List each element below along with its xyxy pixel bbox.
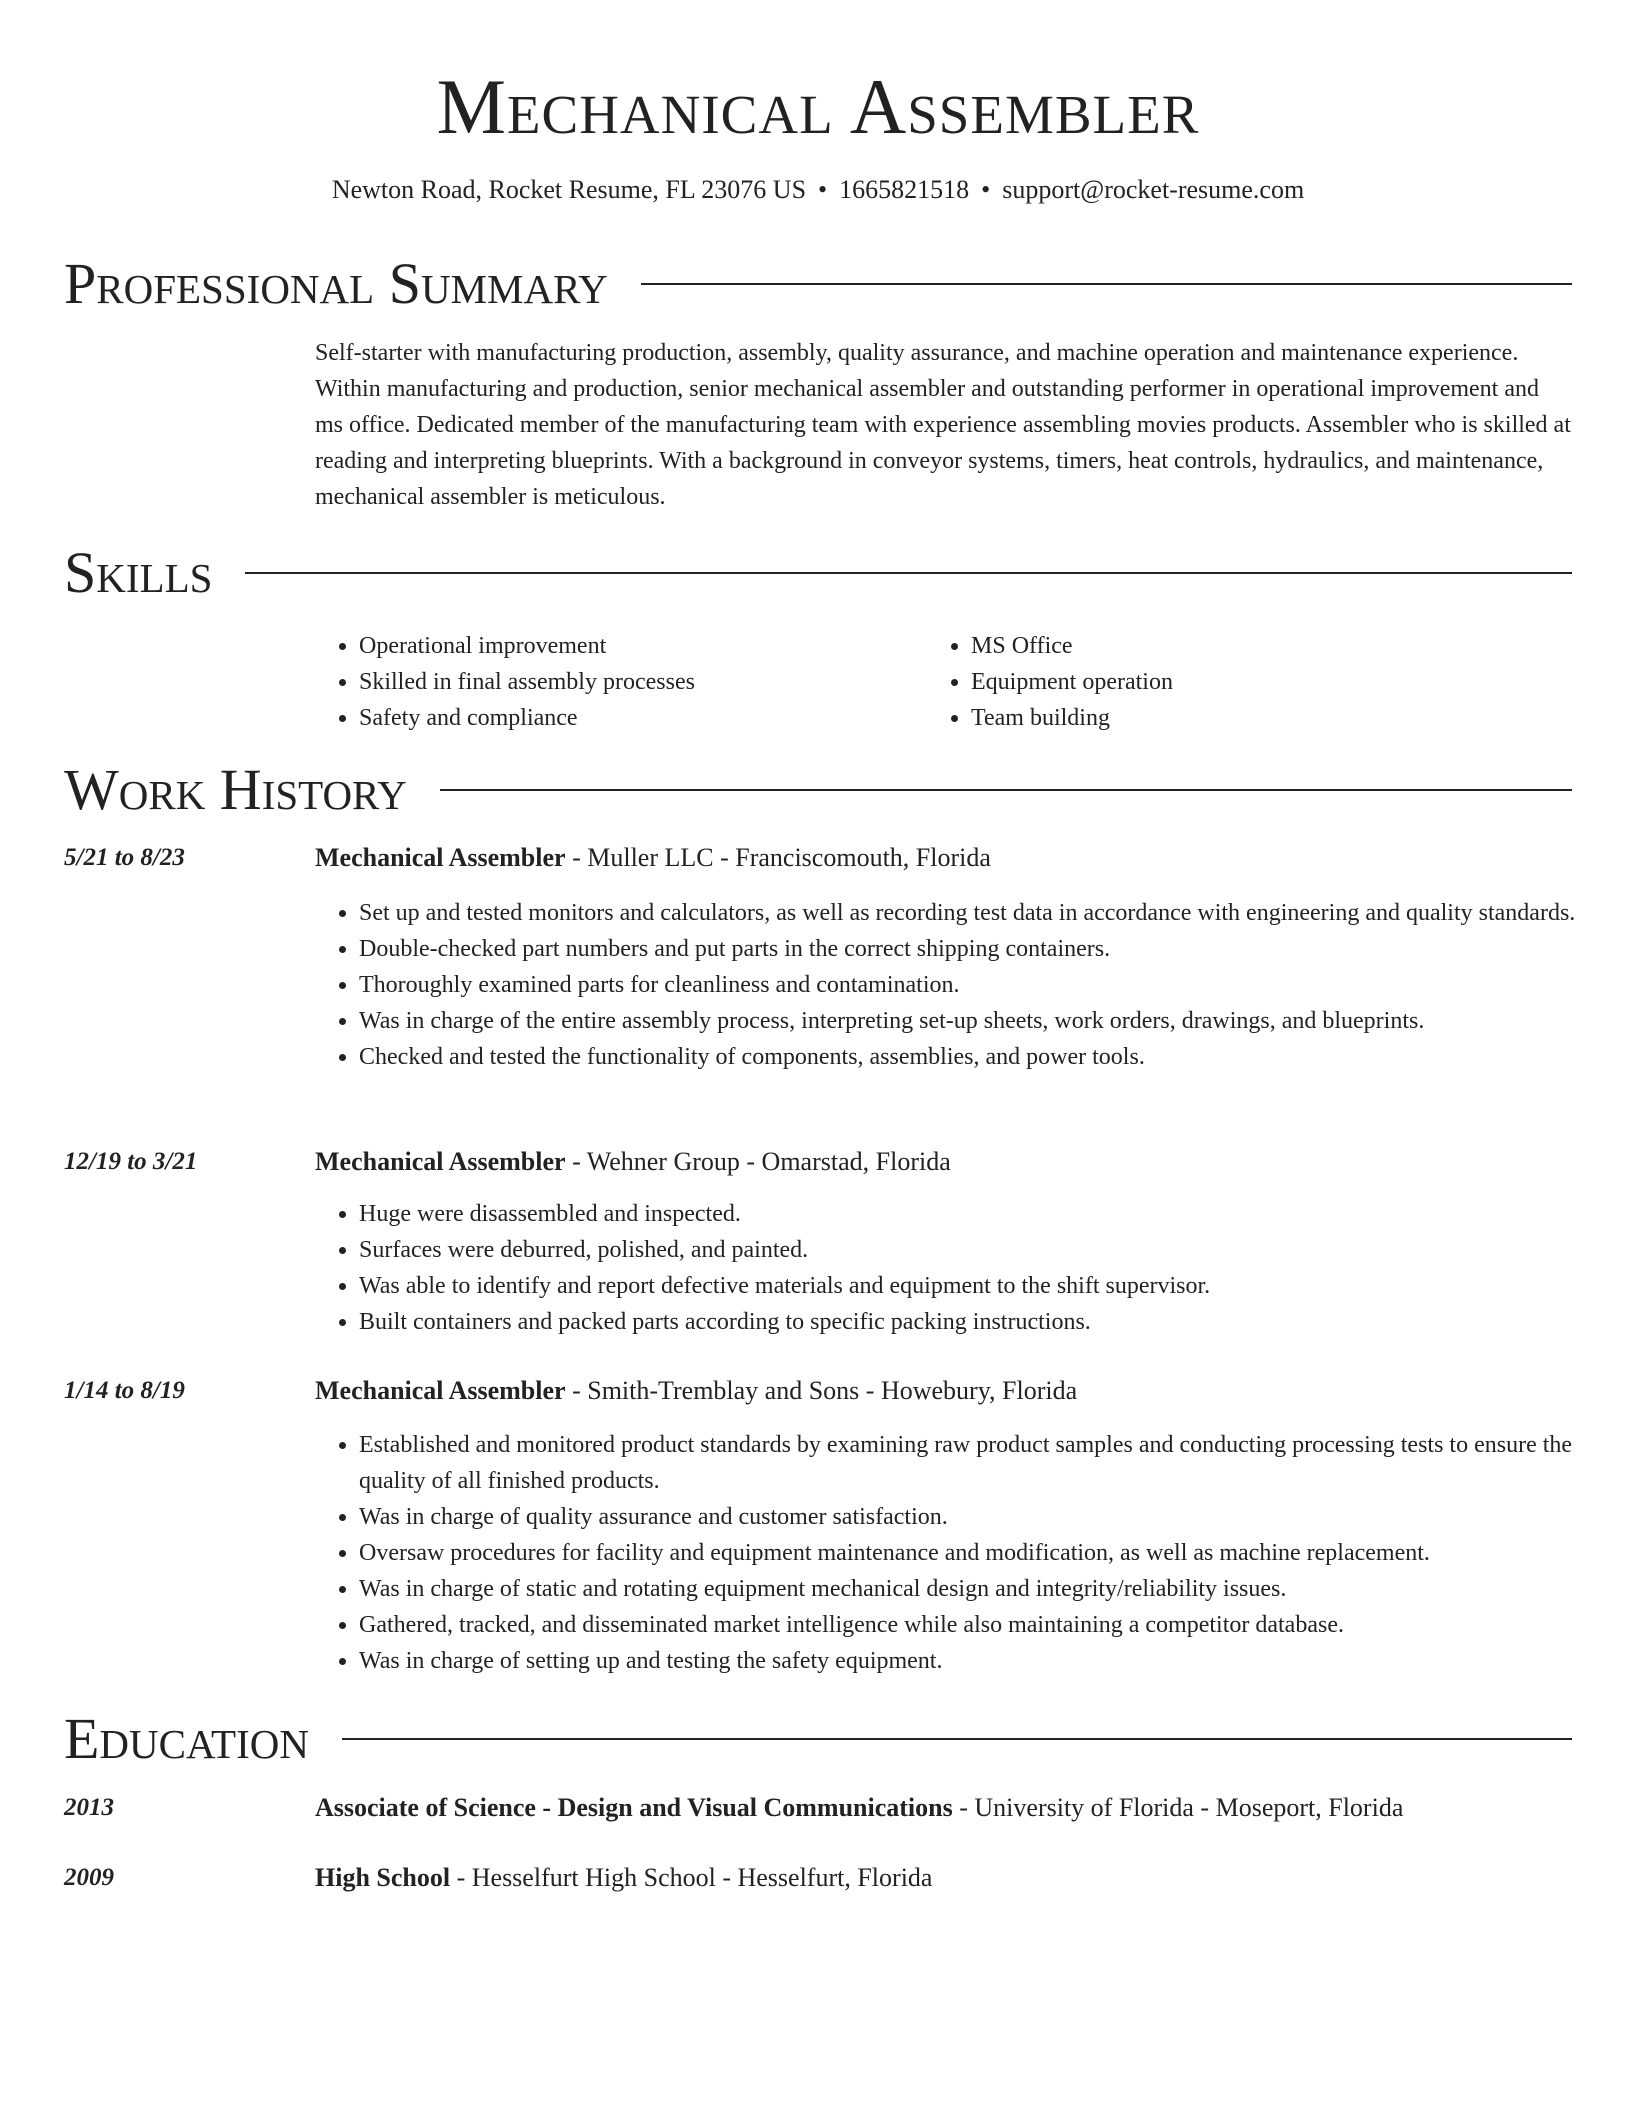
job-bullet: • Was able to identify and report defective materials and equipment to the shift supervisor. (359, 1268, 1599, 1304)
job-bullet: • Surfaces were deburred, polished, and painted. (359, 1232, 1599, 1268)
education-title-line (315, 1860, 932, 1896)
education-details: - University of Florida - Moseport, Florida (952, 1793, 1404, 1822)
skill-item: • Operational improvement (359, 628, 695, 664)
job-bullet: • Was in charge of quality assurance and customer satisfaction. (359, 1499, 1599, 1535)
job-dates: 12/19 to 3/21 (64, 1148, 198, 1175)
education-degree: High School (315, 1863, 451, 1892)
section-divider (245, 572, 1572, 574)
section-divider (641, 283, 1572, 285)
skill-item: • Team building (971, 700, 1173, 736)
job-bullet: • Huge were disassembled and inspected. (359, 1196, 1599, 1232)
skills-list-right (927, 628, 1173, 736)
job-bullet: • Built containers and packed parts according to specific packing instructions. (359, 1304, 1599, 1340)
contact-email[interactable]: support@rocket-resume.com (1002, 175, 1305, 204)
summary-section-header (64, 252, 1572, 316)
job-dates: 5/21 to 8/23 (64, 844, 185, 871)
education-title-line (315, 1790, 1403, 1826)
education-section-header (64, 1707, 1572, 1771)
job-bullet: • Checked and tested the functionality of components, assemblies, and power tools. (359, 1039, 1599, 1075)
skills-list-left (315, 628, 695, 736)
job-title: Mechanical Assembler (315, 1147, 566, 1176)
job-bullet: • Oversaw procedures for facility and equipment maintenance and modification, as well as machine replacement. (359, 1535, 1599, 1571)
skill-item: • Safety and compliance (359, 700, 695, 736)
contact-separator: • (981, 175, 991, 204)
skills-section-header (64, 541, 1572, 605)
job-details: - Smith-Tremblay and Sons - Howebury, Florida (565, 1376, 1078, 1405)
contact-separator: • (818, 175, 828, 204)
summary-heading: Professional Summary (64, 251, 608, 316)
job-title-line (315, 840, 991, 876)
skill-item: • Equipment operation (971, 664, 1173, 700)
job-title-line (315, 1144, 951, 1180)
job-title: Mechanical Assembler (315, 843, 566, 872)
skill-item: • MS Office (971, 628, 1173, 664)
job-details: - Muller LLC - Franciscomouth, Florida (565, 843, 991, 872)
education-heading: Education (64, 1706, 309, 1771)
work-section-header (64, 758, 1572, 822)
summary-text: Self-starter with manufacturing production, assembly, quality assurance, and machine operation and maintenance experience. Within manufacturing and production, senior mechanical assembler and outstanding performer in operational improvement and ms office. Dedicated member of the manufacturing team with experience assembling movies products. Assembler who is skilled at reading and interpreting blueprints. With a background in conveyor systems, timers, heat controls, hydraulics, and maintenance, mechanical assembler is meticulous. (315, 340, 1571, 510)
education-year: 2009 (64, 1864, 114, 1891)
education-degree: Associate of Science - Design and Visual Communications (315, 1793, 953, 1822)
resume-page (64, 0, 1576, 1892)
job-bullet: • Thoroughly examined parts for cleanliness and contamination. (359, 967, 1599, 1003)
job-bullet: • Established and monitored product standards by examining raw product samples and conducting processing tests to ensure the quality of all finished products. (359, 1427, 1599, 1499)
job-title: Mechanical Assembler (315, 1376, 566, 1405)
work-heading: Work History (64, 757, 407, 822)
job-bullet: • Was in charge of the entire assembly process, interpreting set-up sheets, work orders, drawings, and blueprints. (359, 1003, 1599, 1039)
job-bullet: • Set up and tested monitors and calculators, as well as recording test data in accordance with engineering and quality standards. (359, 895, 1599, 931)
job-title-line (315, 1373, 1077, 1409)
job-bullets (315, 1196, 1599, 1340)
job-bullet: • Gathered, tracked, and disseminated market intelligence while also maintaining a competitor database. (359, 1607, 1599, 1643)
candidate-name: Mechanical Assembler (436, 63, 1200, 150)
job-bullets (315, 1427, 1599, 1679)
skills-heading: Skills (64, 540, 213, 605)
education-year: 2013 (64, 1794, 114, 1821)
job-bullet: • Double-checked part numbers and put parts in the correct shipping containers. (359, 931, 1599, 967)
contact-address: Newton Road, Rocket Resume, FL 23076 US (331, 175, 807, 204)
job-dates: 1/14 to 8/19 (64, 1377, 185, 1404)
contact-line (64, 174, 1572, 206)
skill-item: • Skilled in final assembly processes (359, 664, 695, 700)
contact-phone: 1665821518 (839, 175, 970, 204)
job-details: - Wehner Group - Omarstad, Florida (565, 1147, 951, 1176)
job-bullets (315, 895, 1599, 1075)
job-bullet: • Was in charge of setting up and testing the safety equipment. (359, 1643, 1599, 1679)
education-details: - Hesselfurt High School - Hesselfurt, Florida (450, 1863, 933, 1892)
job-bullet: • Was in charge of static and rotating equipment mechanical design and integrity/reliability issues. (359, 1571, 1599, 1607)
section-divider (440, 789, 1572, 791)
section-divider (342, 1738, 1572, 1740)
